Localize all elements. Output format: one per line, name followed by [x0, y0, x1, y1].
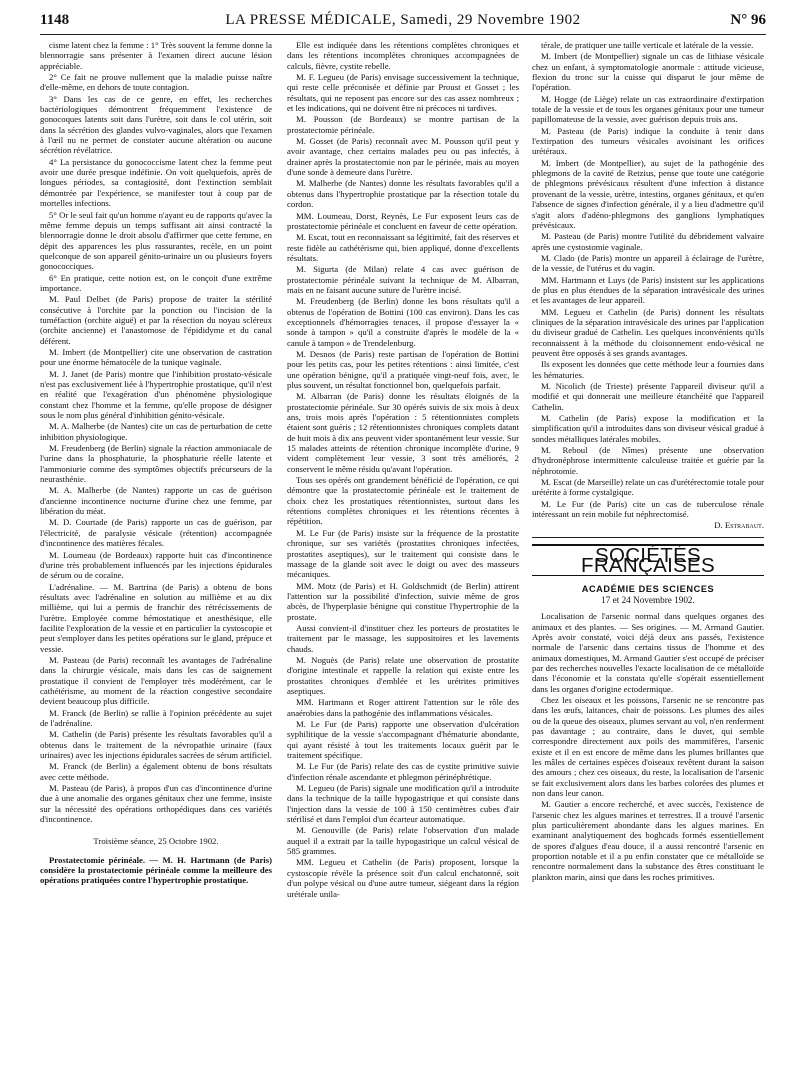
paragraph: térale, de pratiquer une taille verticale et latérale de la vessie. — [541, 40, 754, 50]
paragraph: Ils exposent les données que cette méthode leur a fournies dans les hématuries. — [532, 359, 764, 380]
paragraph: M. Le Fur (de Paris) rapporte une observation d'ulcération syphilitique de la vessie s'accompagnant d'hématurie abondante, qui ayant résisté à tout les traitements locaux guérit par le traitement spécifique. — [287, 719, 519, 761]
paragraph: M. A. Malherbe (de Nantes) cite un cas de perturbation de cette inhibition physiologique. — [40, 421, 272, 442]
paragraph: Aussi convient-il d'instituer chez les porteurs de prostatites le traitement par le massage, les suppositoires et les lavements chauds. — [287, 622, 519, 654]
signature: D. Estrabaut. — [714, 520, 764, 531]
paragraph: Localisation de l'arsenic normal dans quelques organes des animaux et des plantes. — Ses origines. — M. Armand Gautier. Après avoir constaté, voici déjà deux ans passés, l'existence normale de l'arsenic dans certains tissus de l'homme et des animaux domestiques, M. Armand Gautier s'est occupé de préciser par des recherches nouvelles l'exacte localisation de ce métalloïde dans l'économie et la constata qu'elle s'opérait essentiellement dans les organes d'origine ectodermique. — [532, 611, 764, 694]
paragraph: 3° Dans les cas de ce genre, en effet, les recherches bactériologiques démontrent fréquemment l'existence de gonocoques latents soit dans l'urètre, soit dans le col utérin, soit dans la sécrétion des glandes vulvo-vaginales, alors que l'examen à l'œil nu ne permet de constater aucune altération ou aucune sécrétion révélatrice. — [40, 93, 272, 156]
issue-number: N° 96 — [730, 12, 766, 28]
column-3-paragraphs — [532, 40, 764, 519]
paragraph: M. Pasteau (de Paris) montre l'utilité du débridement valvaire après une cystostomie vaginale. — [532, 231, 764, 252]
paragraph: M. Noguès (de Paris) relate une observation de prostatite d'origine intestinale et rappelle la relation qui existe entre les prostatites chroniques d'emblée et les urétrites primitives aseptiques. — [287, 654, 519, 696]
header-rule — [40, 34, 766, 35]
column-1-paragraphs — [40, 40, 272, 824]
paragraph: 6° En pratique, cette notion est, on le conçoit d'une extrême importance. — [40, 272, 272, 293]
paragraph: cisme latent chez la femme : 1° Très souvent la femme donne la blennorragie sans présenter à l'examen direct aucune lésion appréciable. — [40, 40, 272, 71]
paragraph: M. Loumeau (de Bordeaux) rapporte huit cas d'incontinence d'urine très probablement influencés par les injections épidurales de sérum ou de cocaïne. — [40, 549, 272, 581]
paragraph: M. Gautier a encore recherché, et avec succès, l'existence de l'arsenic chez les algues marines et terrestres. Il a trouvé l'arsenic plus particulièrement abondante dans les algues marines. En examinant analytiquement des boghcads formés essentiellement de spores d'algues d'eau douce, il a aussi rencontré l'arsenic en proportion notable et il a pu enfin constater que ce métalloïde se rencontre normalement dans la substance des êtres constituant le plankton marin, ainsi que dans les roches primitives. — [532, 799, 764, 882]
paragraph: M. A. Malherbe (de Nantes) rapporte un cas de guérison d'ancienne incontinence nocturne d'urine chez une femme, par libération du méat. — [40, 485, 272, 517]
prostatectomie-paragraph: Prostatectomie périnéale. — M. H. Hartmann (de Paris) considère la prostatectomie périnéale comme la meilleure des opérations pratiquées contre l'hypertrophie prostatique. — [40, 854, 272, 886]
paragraph: M. Genouville (de Paris) relate l'observation d'un malade auquel il a extrait par la taille hypogastrique un calcul vésical de 585 grammes. — [287, 825, 519, 857]
paragraph: M. Freudenberg (de Berlin) donne les bons résultats qu'il a obtenus de l'opération de Bottini (100 cas environ). Dans les cas exceptionnels d'hémorragies tenaces, il propose d'essayer la « sonde à tampon » qu'il a construite d'après le modèle de la « canule à tampon » de Trendelenburg. — [287, 296, 519, 348]
paragraph: M. Reboul (de Nîmes) présente une observation d'hydronéphrose intermittente calculeuse traitée et guérie par la néphrotomie. — [532, 445, 764, 476]
paragraph: M. Malherbe (de Nantes) donne les résultats favorables qu'il a obtenus dans l'hypertrophie prostatique par la résection totale du cordon. — [287, 178, 519, 210]
column-3 — [532, 40, 764, 1080]
paragraph: M. Pousson (de Bordeaux) se montre partisan de la prostatectomie périnéale. — [287, 114, 519, 135]
paragraph: M. Imbert (de Montpellier), au sujet de la pathogénie des phlegmons de la cavité de Retzius, pense que toute une catégorie de phlegmons prévésicaux résultent d'une infection à distance provenant de la vessie, urètre, intestins, organes génitaux, et qu'en l'absence de signes d'infection générale, il y a lieu d'admettre qu'il s'agit alors d'adéno-phlegmons des ganglions lymphatiques prévésicaux. — [532, 157, 764, 230]
paragraph: M. D. Courtade (de Paris) rapporte un cas de guérison, par l'électricité, de paralysie vésicale (rétention) accompagnée d'incontinence des matières fécales. — [40, 517, 272, 549]
paragraph: M. Le Fur (de Paris) cite un cas de tuberculose rénale intéressant un rein mobile fut néphrectomisé. — [532, 498, 764, 520]
paragraph: L'adrénaline. — M. Bartrina (de Paris) a obtenu de bons résultats avec l'adrénaline en solution au millième et au dix millième, qui lui a permis de franchir des rétrécissements de l'urètre. Employée comme hémostatique et anesthésique, elle facilite l'exploration de la vessie et en particulier la cystoscopie et peut s'employer dans les petites opérations sur le gland, prépuce et vessie. — [40, 581, 272, 654]
paragraph: M. Clado (de Paris) montre un appareil à éclairage de l'urètre, de la vessie, de l'utérus et du vagin. — [532, 252, 764, 274]
journal-title: LA PRESSE MÉDICALE, Samedi, 29 Novembre 1902 — [225, 12, 581, 28]
paragraph: Chez les oiseaux et les poissons, l'arsenic ne se rencontre pas dans les œufs, laitances, chair de poissons. Les plumes des ailes ou de la queue des oiseaux, plumes servant au vol, n'en renferment pas davantage ; au contraire, dans le duvet, qui semble correspondre directement aux poils des mammifères, l'arsenic existe et il en est encore de même dans les plumes brillantes que les mâles de certaines espèces d'oiseaux revêtent durant la saison des amours ; chez ces oiseaux, du reste, la localisation de l'arsenic se fait exclusivement alors dans les barbes colorées des plumes et non dans leur canon. — [532, 694, 764, 799]
paragraph: M. Le Fur (de Paris) insiste sur la fréquence de la prostatite chronique, sur ses variétés (prostatites chroniques infectées, prostatites aseptiques), sur le traitement qui consiste dans le massage de la glande soit avec le doigt ou avec des masseurs mécaniques. — [287, 527, 519, 580]
paragraph: M. Albarran (de Paris) donne les résultats éloignés de la prostatectomie périnéale. Sur 30 opérés suivis de six mois à deux ans, trois mois après l'opération : 5 rétentionnistes complets étaient sont guéris ; 12 rétentionnistes chroniques complets datant de huit mois à dix ans peuvent vider spontanément leur vessie. Sur 15 malades atteints de rétention chronique incomplète d'urine, 9 vident complètement leur vessie, 3 sont très améliorés, 2 conservent le même résidu qu'avant l'opération. — [287, 391, 519, 474]
paragraph: M. Franck (de Berlin) a également obtenu de bons résultats avec cette méthode. — [40, 761, 272, 782]
paragraph: M. Pasteau (de Paris) reconnaît les avantages de l'adrénaline dans la chirurgie vésicale, mais dans les cas de saignement prostatique il convient de l'employer très modérément, car le cathétérisme, au moment de la réaction congestive secondaire devient beaucoup plus difficile. — [40, 654, 272, 707]
paragraph: M. Freudenberg (de Berlin) signale la réaction ammoniacale de l'urine dans la phosphaturie, la phosphaturie réelle latente et l'ammoniurie comme des symptômes objectifs précurseurs de la neurasthénie. — [40, 443, 272, 485]
paragraph: M. J. Janet (de Paris) montre que l'inhibition prostato-vésicale n'est pas exclusivement liée à l'hypertrophie prostatique, qu'il n'est en réalité que l'exagération d'un phénomène physiologique constant chez l'homme et la femme, qu'elle propose de désigner sous le nom plus général d'inhibition génito-vésicale. — [40, 368, 272, 421]
paragraph: 5° Or le seul fait qu'un homme n'ayant eu de rapports qu'avec la même femme depuis un temps suffisant ait ainsi contracté la blennorragie donne le droit absolu d'affirmer que cette femme, en dépit des apparences les plus rassurantes, recèle, en un point quelconque de son appareil génito-urinaire un ou plusieurs foyers gonococciques. — [40, 209, 272, 272]
paragraph: MM. Legueu et Cathelin (de Paris) proposent, lorsque la cystoscopie révèle la présence soit d'un calcul enchatonné, soit d'un polype vésical ou d'une autre tumeur, siégeant dans la région urétérale unila- — [287, 857, 519, 899]
paragraph: M. Legueu (de Paris) signale une modification qu'il a introduite dans la technique de la taille hypogastrique et qui consiste dans l'injection dans la vessie de 100 à 150 centimètres cubes d'air stérilisé et dans l'emploi d'un écarteur automatique. — [287, 783, 519, 825]
paragraph: M. Imbert (de Montpellier) signale un cas de lithiase vésicale chez un enfant, à symptomatologie anormale : attitude vicieuse, flexion du tronc sur la cuisse qui disparut le jour même de l'opération. — [532, 51, 764, 93]
paragraph: M. Pasteau (de Paris), à propos d'un cas d'incontinence d'urine due à une anomalie des organes génitaux chez une femme, insiste sur la nécessité des opérations orthopédiques dans ces variétés d'incontinence. — [40, 783, 272, 825]
paragraph: MM. Hartmann et Roger attirent l'attention sur le rôle des anaérobies dans la pathogénie des inflammations vésicales. — [287, 697, 519, 718]
academie-heading: ACADÉMIE DES SCIENCES — [581, 583, 715, 594]
societes-banner: SOCIÉTÉS FRANÇAISES — [532, 544, 764, 576]
paragraph: M. Franck (de Berlin) se rallie à l'opinion précédente au sujet de l'adrénaline. — [40, 707, 272, 728]
column-2 — [287, 40, 519, 1080]
column-1 — [40, 40, 272, 1080]
paragraph: 2° Ce fait ne prouve nullement que la maladie puisse naître d'elle-même, en dehors de toute contagion. — [40, 72, 272, 93]
paragraph: M. Pasteau (de Paris) indique la conduite à tenir dans l'extirpation des tumeurs vésicales avoisinant les orifices urétéraux. — [532, 125, 764, 157]
paragraph: 4° La persistance du gonococcisme latent chez la femme peut avoir une durée presque indéfinie. On voit quelquefois, après de longues périodes, sa contagiosité, dont l'extinction semblait démontrée par l'expérience, se manifester tout à coup par de mortelles infections. — [40, 156, 272, 209]
paragraph: M. Hogge (de Liège) relate un cas extraordinaire d'extirpation totale de la vessie et de tous les organes génitaux pour une tumeur papillomateuse de la vessie, avec guérison depuis trois ans. — [532, 93, 764, 125]
page-number: 1148 — [40, 12, 70, 28]
paragraph: M. Imbert (de Montpellier) cite une observation de castration pour une énorme hématocèle de la tunique vaginale. — [40, 346, 272, 368]
societes-paragraphs — [532, 611, 764, 882]
paragraph: Elle est indiquée dans les rétentions complètes chroniques et dans les rétentions incomplètes chroniques accompagnées de calculs, fièvre, cystite rebelle. — [287, 40, 519, 71]
paragraph: M. Cathelin (de Paris) expose la modification et la simplification qu'il a introduites dans son diviseur vésical gradué à sondes métalliques latérales mobiles. — [532, 413, 764, 444]
paragraph: M. Paul Delbet (de Paris) propose de traiter la stérilité consécutive à l'orchite par la ponction ou l'incision de la tuméfaction (orchite aiguë) et par la résection du noyau scléreux (orchite ancienne) et l'anastomose de l'épididyme et du canal déférent. — [40, 294, 272, 346]
section-separator — [532, 537, 764, 538]
paragraph: M. Escat (de Marseille) relate un cas d'urétérectomie totale pour urétérite à forme cystalgique. — [532, 477, 764, 498]
column-2-paragraphs — [287, 40, 519, 899]
paragraph: MM. Hartmann et Luys (de Paris) insistent sur les applications de plus en plus étendues de la séparation intravésicale des urines et les avantages de leur appareil. — [532, 274, 764, 306]
paragraph: M. Desnos (de Paris) reste partisan de l'opération de Bottini pour les petits cas, pour les petites rétentions : ainsi limitée, c'est une opération bénigne, qu'il a pratiquée vingt-neuf fois, avec, le plus souvent, un résultat fonctionnel bon, quelquefois parfait. — [287, 348, 519, 390]
paragraph: M. Nicolich (de Trieste) présente l'appareil diviseur qu'il a modifié et qui donnerait une meilleure étanchéité que l'appareil Cathelin. — [532, 381, 764, 412]
paragraph: MM. Motz (de Paris) et H. Goldschmidt (de Berlin) attirent l'attention sur la possibilité d'infection, suivie même de gros abcès, de l'hyperplasie bénigne qui constitue l'hypertrophie de la prostate. — [287, 580, 519, 622]
paragraph: M. Le Fur (de Paris) relate des cas de cystite primitive suivie d'infection rénale ascendante et phlegmon périnéphrétique. — [287, 761, 519, 782]
paragraph: M. Gosset (de Paris) reconnaît avec M. Pousson qu'il peut y avoir avantage, chez certains malades peu ou pas infectés, à drainer après la prostatectomie non par le périnée, mais au moyen d'une sonde à demeure dans l'urètre. — [287, 136, 519, 178]
paragraph: M. Escat, tout en reconnaissant sa légitimité, fait des réserves et reste fidèle au cathétérisme qui, bien appliqué, donne d'excellents résultats. — [287, 232, 519, 263]
paragraph: MM. Loumeau, Dorst, Reynès, Le Fur exposent leurs cas de prostatectomie périnéale et concluent en faveur de cette opération. — [287, 210, 519, 231]
academie-dates: 17 et 24 Novembre 1902. — [601, 594, 695, 605]
paragraph: M. Cathelin (de Paris) présente les résultats favorables qu'il a obtenus dans le traitement de la névropathie urinaire (faux urinaires) avec les injections épidurales sacrées de sérum artificiel. — [40, 729, 272, 761]
paragraph: M. Sigurta (de Milan) relate 4 cas avec guérison de prostatectomie périnéale suivant la technique de M. Albarran, mais en ne faisant aucune suture de l'urètre incisé. — [287, 264, 519, 295]
paragraph: Tous ses opérés ont grandement bénéficié de l'opération, ce qui démontre que la prostatectomie périnéale est le traitement de choix chez les prostatiques rétentionnistes, surtout dans les rétentions complètes chroniques et les rétentions récentes à répétition. — [287, 475, 519, 527]
paragraph: M. F. Legueu (de Paris) envisage successivement la technique, qui reste celle préconisée et définie par Proust et Gosset ; les résultats, qui ne reposent pas encore sur des cas assez nombreux ; et les indications, qui ne doivent être ni précoces ni tardives. — [287, 72, 519, 114]
seance-heading: Troisième séance, 25 Octobre 1902. — [93, 836, 219, 847]
paragraph: MM. Legueu et Cathelin (de Paris) donnent les résultats cliniques de la séparation intravésicale des urines par l'application du diviseur gradué de Cathelin. Les quelques inconvénients qu'ils reconnaissent à la méthode du cloisonnement endo-vésical ne peuvent être opposés à ses grands avantages. — [532, 306, 764, 358]
page-header — [40, 12, 766, 32]
